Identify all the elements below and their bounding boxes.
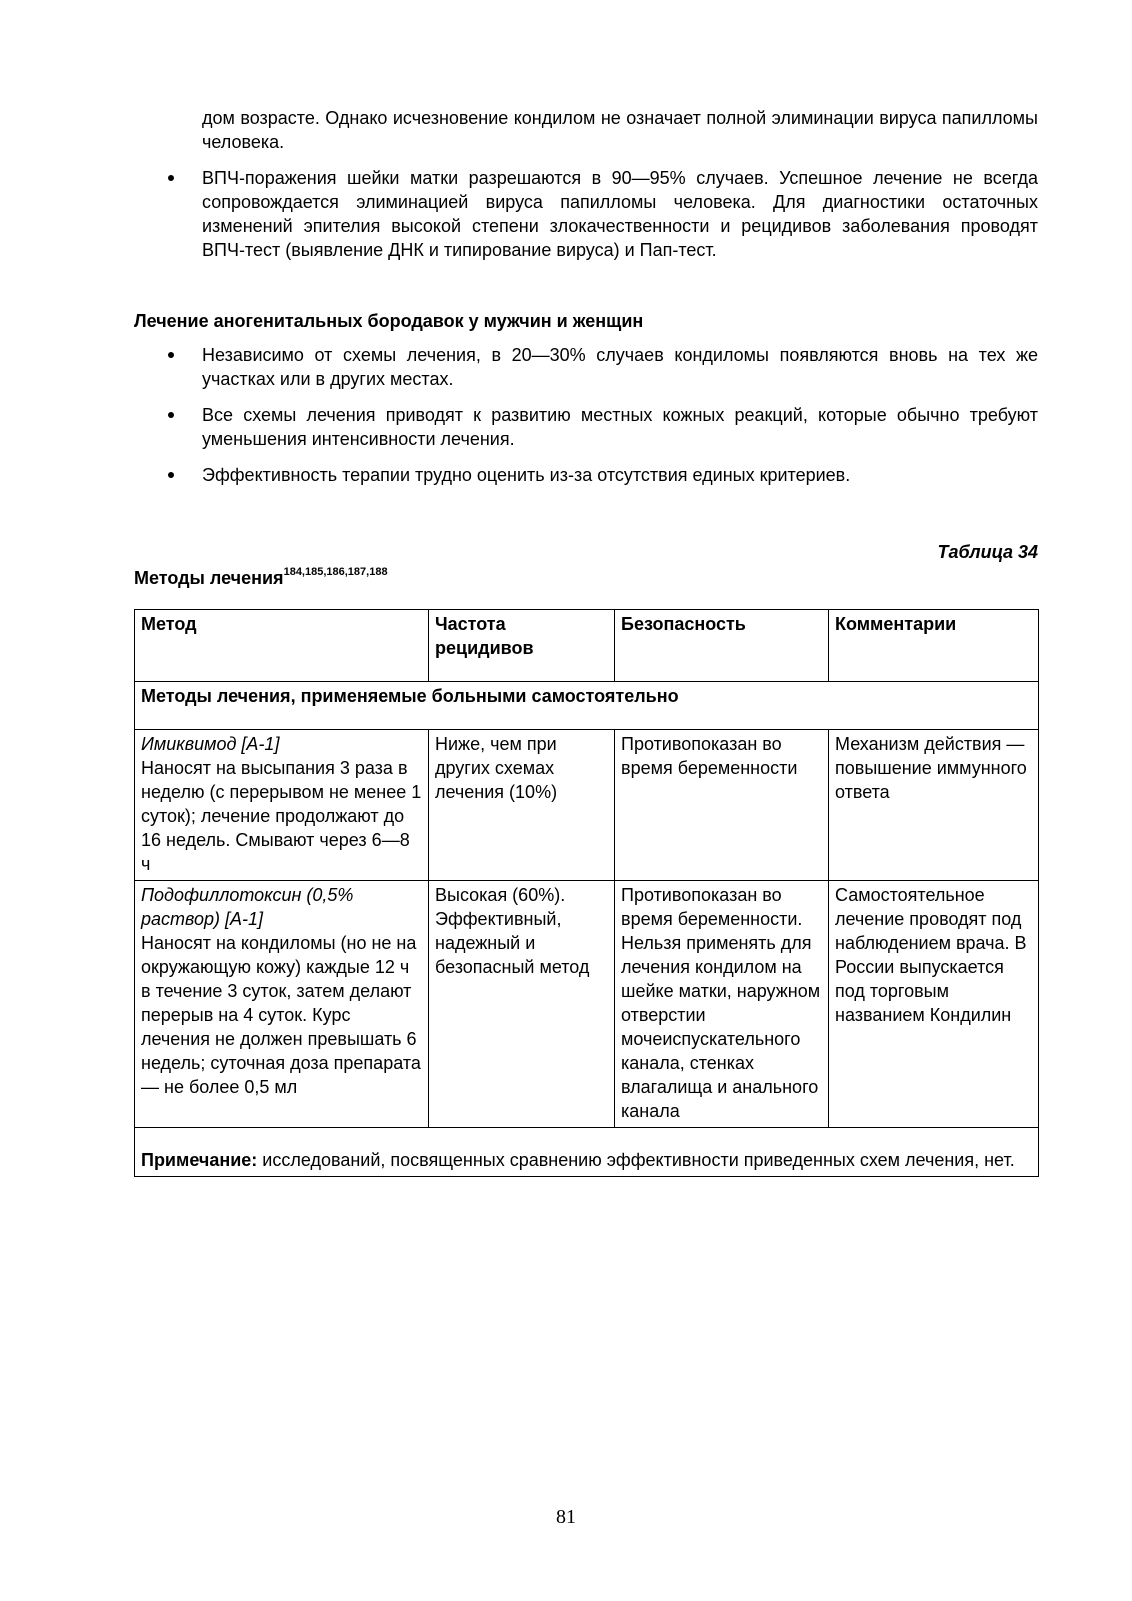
list-item — [168, 343, 1038, 391]
section-bullet-list — [168, 343, 1038, 499]
intro-bullet-list — [168, 166, 1038, 274]
cell-method — [135, 730, 429, 881]
list-item-text: Независимо от схемы лечения, в 20—30% случаев кондиломы появляются вновь на тех же участках или в других местах. — [202, 345, 1038, 389]
method-description: Наносят на кондиломы (но не на окружающую кожу) каждые 12 ч в течение 3 суток, затем делают перерыв на 4 суток. Курс лечения не должен превышать 6 недель; суточная доза препарата — не более 0,5 мл — [141, 933, 421, 1097]
table-header-row — [135, 610, 1039, 682]
header-safety: Безопасность — [615, 610, 829, 682]
group-label: Методы лечения, применяемые больными самостоятельно — [135, 682, 1039, 730]
page-number: 81 — [556, 1506, 576, 1528]
header-method: Метод — [135, 610, 429, 682]
table-note-row — [135, 1128, 1039, 1177]
note-label: Примечание: — [141, 1150, 258, 1170]
cell-method — [135, 881, 429, 1128]
method-name: Имиквимод [А-1] — [141, 734, 280, 754]
table-number: Таблица 34 — [937, 542, 1038, 562]
list-item — [168, 463, 1038, 487]
method-name: Подофиллотоксин (0,5% раствор) [А-1] — [141, 885, 354, 929]
table-note — [135, 1128, 1039, 1177]
bullet-icon — [168, 412, 174, 418]
bullet-icon — [168, 352, 174, 358]
table-title-text: Методы лечения — [134, 568, 284, 588]
cell-safety: Противопоказан во время беременности — [615, 730, 829, 881]
table-row — [135, 730, 1039, 881]
list-item — [168, 166, 1038, 262]
cell-comment: Механизм действия — повышение иммунного ответа — [829, 730, 1039, 881]
method-description: Наносят на высыпания 3 раза в неделю (с перерывом не менее 1 суток); лечение продолжают до 16 недель. Смывают через 6—8 ч — [141, 758, 422, 874]
table-references: 184,185,186,187,188 — [283, 566, 388, 578]
list-item — [168, 403, 1038, 451]
table-group-row — [135, 682, 1039, 730]
section-heading: Лечение аногенитальных бородавок у мужчин и женщин — [134, 311, 644, 331]
list-item-text: ВПЧ-поражения шейки матки разрешаются в 90—95% случаев. Успешное лечение не всегда сопровождается элиминацией вируса папилломы человека. Для диагностики остаточных изменений эпителия высокой степени злокачественности и рецидивов заболевания проводят ВПЧ-тест (выявление ДНК и типирование вируса) и Пап-тест. — [202, 168, 1038, 260]
cell-safety: Противопоказан во время беременности. Нельзя применять для лечения кондилом на шейке матки, наружном отверстии мочеиспускательного канала, стенках влагалища и анального канала — [615, 881, 829, 1128]
table-row — [135, 881, 1039, 1128]
list-item-text: Эффективность терапии трудно оценить из-за отсутствия единых критериев. — [202, 465, 851, 485]
header-comments: Комментарии — [829, 610, 1039, 682]
bullet-icon — [168, 472, 174, 478]
list-item-text: Все схемы лечения приводят к развитию местных кожных реакций, которые обычно требуют уменьшения интенсивности лечения. — [202, 405, 1038, 449]
bullet-icon — [168, 175, 174, 181]
table-title — [134, 566, 388, 590]
cell-recurrence: Ниже, чем при других схемах лечения (10%) — [429, 730, 615, 881]
cell-recurrence: Высокая (60%). Эффективный, надежный и безопасный метод — [429, 881, 615, 1128]
note-text: исследований, посвященных сравнению эффективности приведенных схем лечения, нет. — [262, 1150, 1015, 1170]
cell-comment: Самостоятельное лечение проводят под наблюдением врача. В России выпускается под торговым названием Кондилин — [829, 881, 1039, 1128]
header-recurrence: Частота рецидивов — [429, 610, 615, 682]
intro-continuation: дом возрасте. Однако исчезновение кондилом не означает полной элиминации вируса папилломы человека. — [202, 108, 1038, 152]
methods-table — [134, 609, 1039, 1177]
